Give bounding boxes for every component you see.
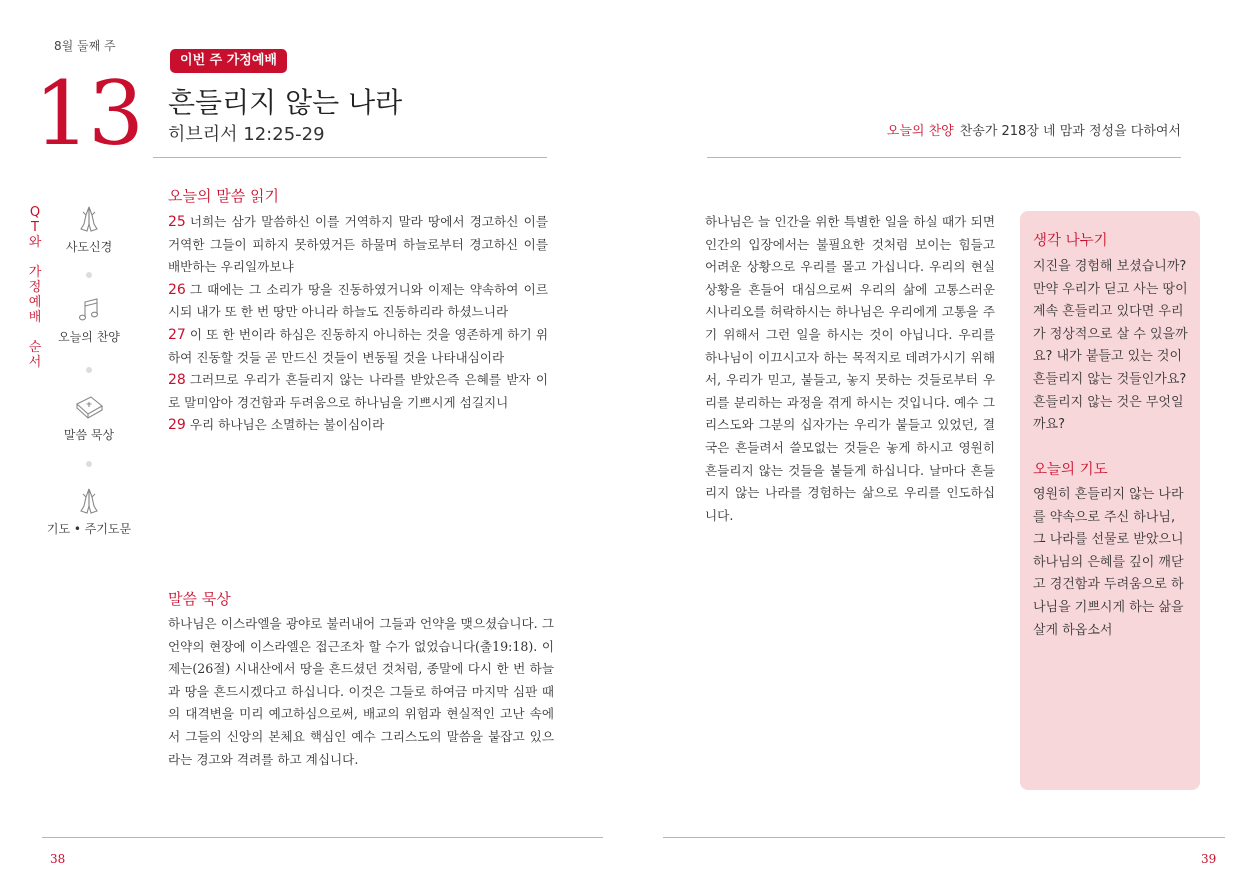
order-item-hymn [44,296,134,345]
verse-number: 26 [168,281,186,298]
praying-hands-icon [74,204,104,234]
vertical-char: 정 [28,280,42,295]
verse [168,369,548,414]
order-separator-dot [86,461,92,467]
verse-text: 그러므로 우리가 흔들리지 않는 나라를 받았은즉 은혜를 받자 이로 말미암아 경건함과 두려움으로 하나님을 기쁘시게 섬길지니 [168,372,548,410]
week-label: 8월 둘째 주 [54,39,116,53]
order-item-creed [44,204,134,255]
order-item-prayer [44,486,134,537]
verse [168,414,548,437]
vertical-char: 배 [28,310,42,325]
vertical-char: 서 [28,355,42,370]
footer-divider-right [663,837,1225,838]
verse [168,324,548,369]
weekly-worship-badge: 이번 주 가정예배 [170,49,287,73]
share-text: 지진을 경험해 보셨습니까? 만약 우리가 딛고 사는 땅이 계속 흔들리고 있다면 우리가 정상적으로 살 수 있을까요? 내가 붙들고 있는 것이 흔들리지 않는 것들인가요? 흔들리지 않는 것은 무엇일까요? [1033,259,1188,433]
bible-icon [73,392,105,422]
order-item-label: 말씀 묵상 [63,428,115,442]
day-number: 13 [34,62,142,165]
prayer-heading: 오늘의 기도 [1033,462,1108,478]
todays-hymn [887,120,1181,139]
order-item-label: 오늘의 찬양 [58,330,120,344]
page-title: 흔들리지 않는 나라 [168,86,403,119]
footer-divider-left [42,837,603,838]
vertical-gap [28,325,42,340]
verse-number: 25 [168,214,186,230]
vertical-char: 예 [28,295,42,310]
discussion-prayer-box [1020,211,1200,790]
hymn-label: 오늘의 찬양 [886,124,954,139]
verse-number: 29 [168,417,186,434]
scripture-reference: 히브리서 12:25-29 [168,124,325,145]
scripture-verses [168,211,548,437]
vertical-gap [28,250,42,265]
meditation-heading: 말씀 묵상 [168,590,231,608]
page-number-right: 39 [1201,852,1217,866]
meditation-text: 하나님은 이스라엘을 광야로 불러내어 그들과 언약을 맺으셨습니다. 그 언약의 현장에 이스라엘은 접근조차 할 수가 없었습니다(출19:18). 이제는(26절) 시내산에서 땅을 흔드셨던 것처럼, 종말에 다시 한 번 하늘과 땅을 흔드시겠다고 하십니다. 이것은 그들로 하여금 마지막 심판 때의 대격변을 미리 예고하심으로써, 배교의 위험과 현실적인 고난 속에서 그들의 신앙의 본체요 핵심인 예수 그리스도의 말씀을 붙잡고 있으라는 경고와 격려를 하고 계십니다. [168,616,554,767]
verse [168,211,548,279]
vertical-char: T [31,220,39,235]
page-number-left: 38 [50,852,66,866]
devotional-text: 하나님은 늘 인간을 위한 특별한 일을 하실 때가 되면 인간의 입장에서는 불필요한 것처럼 보이는 힘들고 어려운 상황으로 우리를 몰고 가십니다. 우리의 현실 상황을 흔들어 대심으로써 우리의 삶에 고통스러운 시나리오를 허락하시는 하나님은 우리에게 고통을 주기 위해서 그런 일을 하시는 것이 아닙니다. 우리를 하나님이 이끄시고자 하는 목적지로 데려가시기 위해서, 우리가 믿고, 붙들고, 놓지 못하는 것들로부터 우리를 분리하는 과정을 겪게 하시는 것입니다. 예수 그리스도와 그분의 십자가는 우리가 붙들고 있었던, 결국은 흔들려서 쓸모없는 것들은 놓게 하시고 영원히 흔들리지 않는 것들을 붙들게 하십니다. 날마다 흔들리지 않는 나라를 경험하는 삶으로 우리를 인도하십니다. [705,214,995,523]
order-separator-dot [86,367,92,373]
verse-text: 그 때에는 그 소리가 땅을 진동하였거니와 이제는 약속하여 이르시되 내가 또 한 번 땅만 아니라 하늘도 진동하리라 하셨느니라 [168,281,548,320]
vertical-order-label [28,205,42,370]
music-note-icon [76,296,102,324]
share-heading: 생각 나누기 [1033,233,1108,249]
header-divider-right [707,157,1181,158]
verse [168,279,548,324]
verse-text: 우리 하나님은 소멸하는 불이심이라 [189,417,385,433]
vertical-char: 가 [28,265,42,280]
verse-text: 너희는 삼가 말씀하신 이를 거역하지 말라 땅에서 경고하신 이를 거역한 그들이 피하지 못하였거든 하물며 하늘로부터 경고하신 이를 배반하는 우리일까보냐 [168,214,548,275]
order-item-label: 사도신경 [65,240,113,254]
prayer-text: 영원히 흔들리지 않는 나라를 약속으로 주신 하나님, 그 나라를 선물로 받았으니 하나님의 은혜를 깊이 깨닫고 경건함과 두려움으로 하나님을 기쁘시게 하는 삶을 살게 하옵소서 [1033,487,1184,638]
praying-hands-icon [74,486,104,516]
verse-text: 이 또 한 번이라 하심은 진동하지 아니하는 것을 영존하게 하기 위하여 진동할 것들 곧 만드신 것들이 변동될 것을 나타내심이라 [168,326,548,365]
verse-number: 27 [168,326,186,343]
order-item-label: 기도 • 주기도문 [46,522,132,536]
header-divider-left [153,157,547,158]
verse-number: 28 [168,372,186,389]
hymn-text: 찬송가 218장 네 맘과 정성을 다하여서 [959,124,1181,139]
order-item-meditation [44,392,134,443]
vertical-char: 와 [28,235,42,250]
vertical-char: 순 [28,340,42,355]
reading-heading: 오늘의 말씀 읽기 [168,187,279,205]
vertical-char: Q [29,205,41,220]
order-separator-dot [86,272,92,278]
